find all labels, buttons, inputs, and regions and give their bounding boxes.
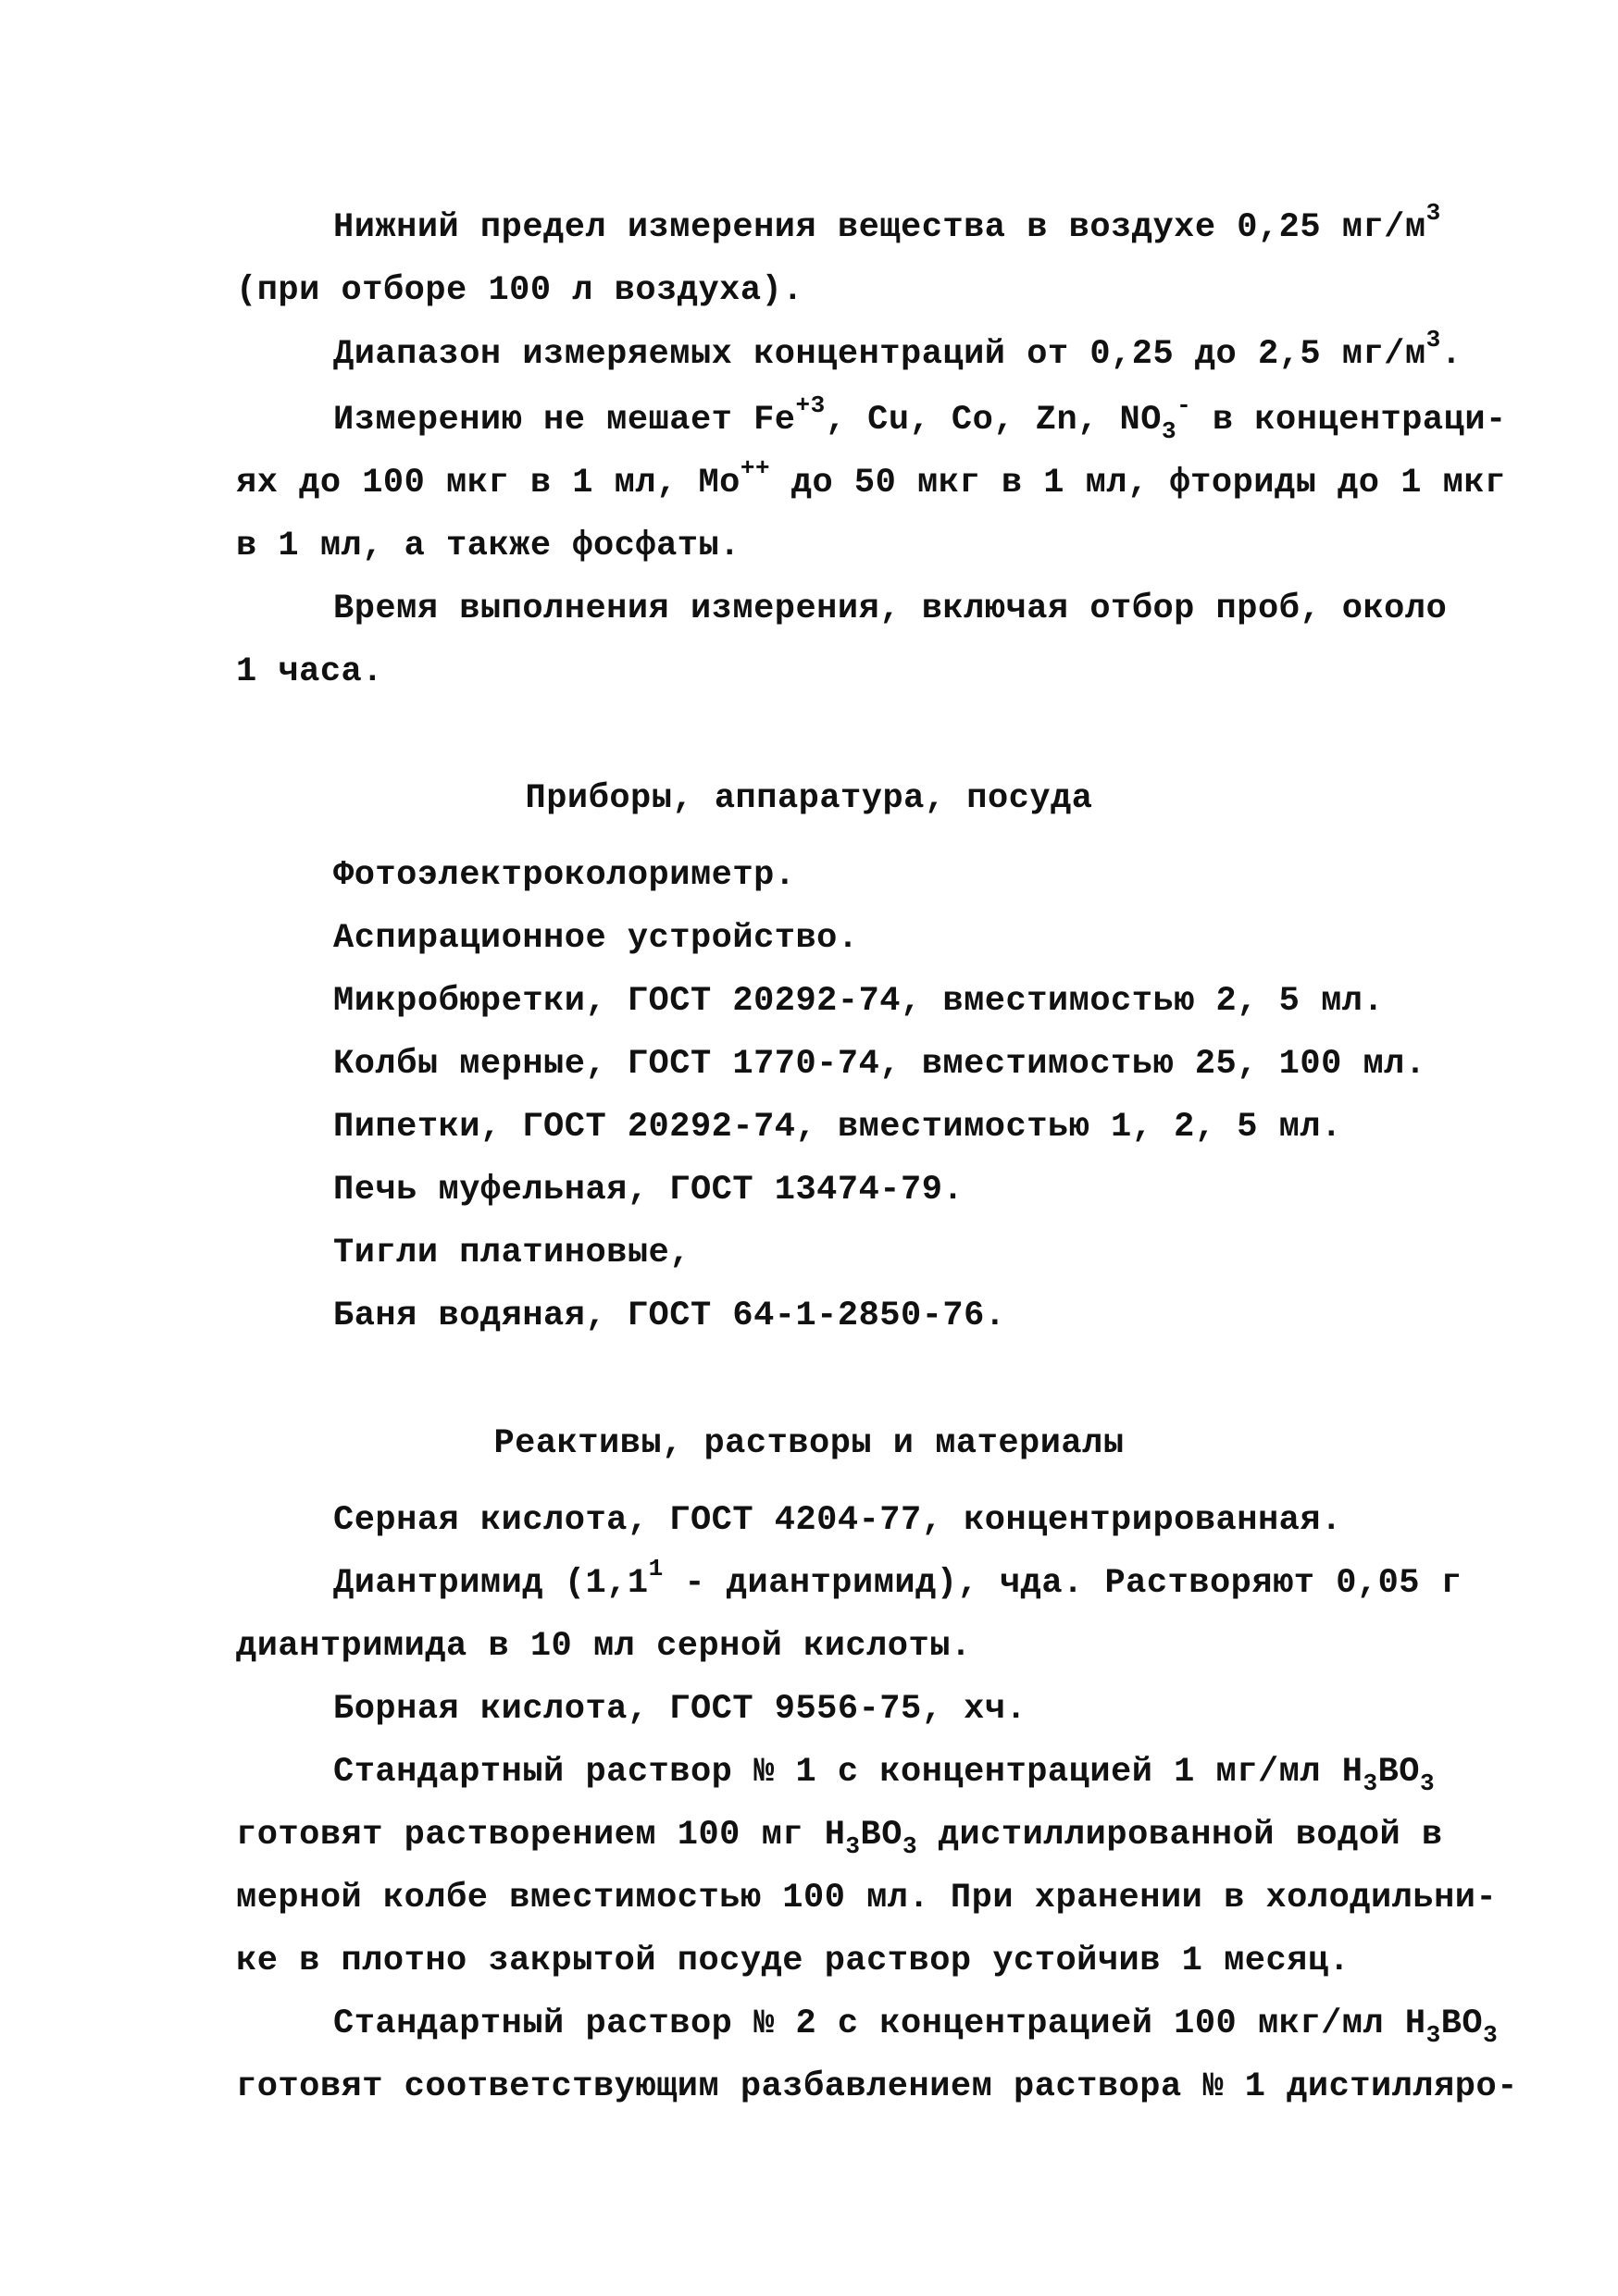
std1-subscript-1: 3 — [1363, 1769, 1378, 1797]
std1-2-subscript-1: 3 — [845, 1832, 861, 1860]
boric-acid-line — [333, 1690, 1027, 1729]
std1-2-text-b: BO — [860, 1816, 902, 1855]
standard-solution-1-line-3 — [236, 1881, 1497, 1916]
dianthrimide-text-b: - диантримид), чда. Растворяют 0,05 г — [663, 1564, 1462, 1603]
equipment-item — [333, 1045, 1426, 1084]
interference2-text-a: ях до 100 мкг в 1 мл, Mo — [236, 464, 741, 503]
std2-2-text: готовят соответствующим разбавлением раствора № 1 дистилляро- — [236, 2067, 1518, 2106]
std1-2-text-a: готовят растворением 100 мг H — [236, 1816, 846, 1855]
equipment-item — [333, 1236, 691, 1271]
iron-charge-superscript: +3 — [795, 391, 826, 419]
duration-line-1 — [333, 592, 1447, 627]
sampling-volume-text: (при отборе 100 л воздуха). — [236, 271, 803, 310]
dianthrimide-line-2 — [236, 1627, 972, 1666]
equipment-item-text: Печь муфельная, ГОСТ 13474-79. — [333, 1171, 965, 1210]
standard-solution-1-line-4 — [236, 1944, 1350, 1979]
equipment-item-text: Баня водяная, ГОСТ 64-1-2850-76. — [333, 1297, 1006, 1335]
interference-line-1 — [333, 391, 1507, 445]
interference3-text: в 1 мл, а также фосфаты. — [236, 527, 741, 565]
equipment-item-text: Фотоэлектроколориметр. — [333, 856, 796, 895]
equipment-heading — [0, 779, 1618, 818]
sulfuric-acid-text: Серная кислота, ГОСТ 4204-77, концентрированная. — [333, 1501, 1342, 1540]
interference2-text-b: до 50 мкг в 1 мл, фториды до 1 мкг — [770, 464, 1506, 503]
std2-text-a: Стандартный раствор № 2 с концентрацией 100 мкг/мл H — [333, 2004, 1426, 2043]
dianthrimide-line-1 — [333, 1555, 1462, 1603]
standard-solution-1-line-2 — [236, 1816, 1443, 1860]
standard-solution-2-line-1 — [333, 2004, 1499, 2049]
sulfuric-acid-line — [333, 1501, 1342, 1540]
std1-3-text: мерной колбе вместимостью 100 мл. При хранении в холодильни- — [236, 1879, 1498, 1917]
cubic-superscript: 3 — [1425, 199, 1441, 227]
equipment-item-text: Аспирационное устройство. — [333, 919, 859, 958]
detection-limit-text: Нижний предел измерения вещества в воздухе 0,25 мг/м — [333, 208, 1426, 247]
reagents-heading — [0, 1424, 1618, 1463]
std1-2-subscript-2: 3 — [902, 1832, 918, 1860]
interference-line-3 — [236, 529, 741, 564]
standard-solution-2-line-2 — [236, 2067, 1518, 2106]
reagents-heading-text: Реактивы, растворы и материалы — [493, 1424, 1125, 1463]
std2-subscript-2: 3 — [1483, 2021, 1499, 2049]
detection-limit-line — [333, 199, 1441, 247]
equipment-item — [333, 1173, 964, 1208]
equipment-item-text: Пипетки, ГОСТ 20292-74, вместимостью 1, 2, 5 мл. — [333, 1108, 1342, 1147]
std1-text-b: BO — [1377, 1753, 1421, 1792]
boric-acid-text: Борная кислота, ГОСТ 9556-75, хч. — [333, 1690, 1027, 1729]
std2-text-b: BO — [1440, 2004, 1484, 2043]
duration-text-1: Время выполнения измерения, включая отбор проб, около — [333, 590, 1448, 628]
equipment-item-text: Колбы мерные, ГОСТ 1770-74, вместимостью 25, 100 мл. — [333, 1045, 1426, 1084]
equipment-item — [333, 1299, 1006, 1334]
sampling-volume-line — [236, 271, 803, 310]
dianthrimide-text-2: диантримида в 10 мл серной кислоты. — [236, 1627, 972, 1666]
range-text: Диапазон измеряемых концентраций от 0,25 до 2,5 мг/м — [333, 335, 1426, 374]
interference-text-a: Измерению не мешает Fe — [333, 401, 796, 440]
std1-4-text: ке в плотно закрытой посуде раствор устойчив 1 месяц. — [236, 1942, 1350, 1980]
std1-2-text-c: дистиллированной водой в — [917, 1816, 1443, 1855]
equipment-heading-text: Приборы, аппаратура, посуда — [525, 779, 1093, 818]
equipment-item — [333, 856, 796, 895]
range-line — [333, 326, 1462, 374]
equipment-item — [333, 1108, 1342, 1147]
std1-subscript-2: 3 — [1420, 1769, 1436, 1797]
dianthrimide-text-a: Диантримид (1,1 — [333, 1564, 649, 1603]
standard-solution-1-line-1 — [333, 1753, 1436, 1797]
dianthrimide-superscript: 1 — [648, 1555, 664, 1582]
nitrate-charge-superscript: - — [1176, 391, 1192, 419]
nitrate-subscript: 3 — [1161, 417, 1177, 445]
interference-line-2 — [236, 454, 1506, 503]
range-superscript: 3 — [1425, 326, 1441, 354]
duration-line-2 — [236, 652, 383, 691]
equipment-item — [333, 982, 1385, 1021]
duration-text-2: 1 часа. — [236, 652, 383, 691]
interference-text-c: в концентраци- — [1191, 401, 1507, 440]
equipment-item — [333, 919, 859, 958]
equipment-item-text: Тигли платиновые, — [333, 1234, 691, 1272]
interference-text-b: , Cu, Co, Zn, NO — [825, 401, 1162, 440]
std1-text-a: Стандартный раствор № 1 с концентрацией 1 мг/мл H — [333, 1753, 1363, 1792]
range-end: . — [1440, 335, 1462, 374]
equipment-item-text: Микробюретки, ГОСТ 20292-74, вместимостью 2, 5 мл. — [333, 982, 1385, 1021]
molybdenum-charge-superscript: ++ — [740, 454, 771, 482]
std2-subscript-1: 3 — [1425, 2021, 1441, 2049]
